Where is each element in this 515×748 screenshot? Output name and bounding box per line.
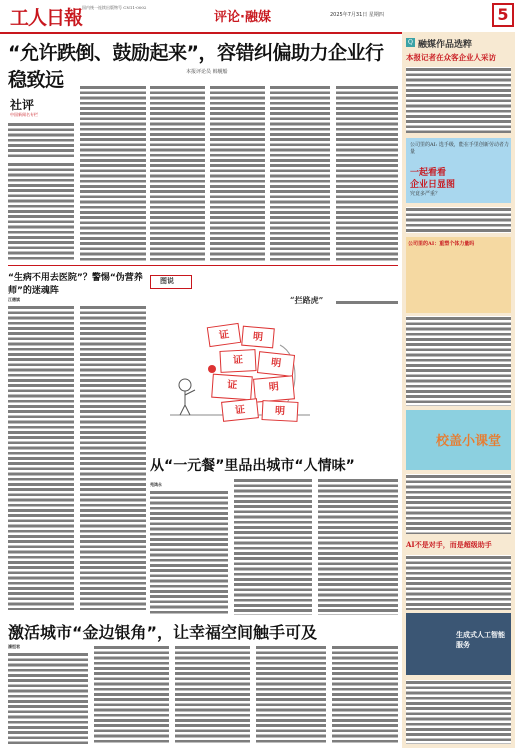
person-body — [180, 390, 195, 415]
right-panel-text1 — [406, 67, 511, 133]
article2-col3 — [318, 478, 398, 615]
card4-title: 生成式人工智能服务 — [456, 630, 505, 649]
doc-sign-8: 明 — [262, 400, 299, 422]
card3-headline: AI不是对手，而是超级助手 — [406, 540, 492, 549]
person-head — [179, 379, 191, 391]
article2-author: 苑鸿永 — [150, 482, 162, 487]
card3-big-title: 校盖小课堂 — [436, 434, 502, 449]
logo-subtitle: 国内统一连续出版物号 CN11-0002 — [82, 5, 147, 10]
column-title: 社评 — [10, 98, 35, 112]
right-panel-text2 — [406, 207, 511, 233]
section-title: 评论·融媒 — [214, 10, 271, 25]
article2-col2 — [234, 478, 312, 615]
card1-question: 究竟多严重？ — [410, 191, 441, 197]
main-article-col6 — [336, 85, 398, 262]
column-subtitle: 中国新闻名专栏 — [10, 112, 38, 117]
main-article-col3 — [150, 85, 205, 262]
cartoon-title: “拦路虎” — [290, 295, 324, 305]
article3-col3 — [175, 645, 250, 744]
article3-author: 潘恒君 — [8, 644, 20, 649]
article2-col1 — [150, 490, 228, 615]
sub-article-author: 江德斌 — [8, 297, 20, 302]
doc-sign-6: 明 — [253, 375, 295, 402]
media-card-2[interactable] — [406, 237, 511, 313]
media-icon: Q — [406, 38, 415, 47]
article3-col1 — [8, 652, 88, 744]
right-panel-title: 融媒作品选粹 — [418, 40, 473, 50]
card1-title2: 企业日显图 — [410, 180, 456, 190]
cartoon-illustration — [150, 305, 400, 425]
doc-sign-3: 证 — [219, 349, 256, 373]
right-panel-feature-title: 本报记者在众客企业人采访 — [406, 53, 496, 62]
main-article-col1 — [8, 162, 74, 262]
article3-col4 — [256, 645, 326, 744]
main-headline: “允许跌倒、鼓励起来”，容错纠偏助力企业行稳致远 — [8, 42, 384, 91]
main-byline: 本报评论员 韩舰船 — [186, 69, 228, 75]
sub-article-headline: “生病不用去医院”？警惕“伪营养师”的迷魂阵 — [8, 273, 143, 296]
doc-sign-1: 证 — [207, 323, 241, 347]
main-article-col4 — [210, 85, 265, 262]
main-article-col5 — [270, 85, 330, 262]
right-panel-text5 — [406, 555, 511, 610]
cartoon-tag: 图说 — [160, 277, 174, 285]
sub-article-col1 — [8, 305, 74, 610]
article3-col2 — [94, 645, 169, 744]
doc-sign-7: 证 — [221, 398, 259, 422]
sub-article-col2 — [80, 305, 146, 610]
issue-date: 2025年7月31日 星期四 — [330, 12, 384, 18]
newspaper-logo: 工人日報 — [10, 7, 83, 29]
card1-title: 一起看看 — [410, 168, 447, 178]
article3-headline: 激活城市“金边银角”，让幸福空间触手可及 — [8, 623, 318, 642]
column-intro-text — [8, 122, 74, 158]
doc-sign-5: 证 — [211, 374, 253, 401]
main-article-col2 — [80, 85, 146, 262]
red-ball — [208, 365, 216, 373]
right-panel-text3 — [406, 316, 511, 406]
card1-header: 公司里的AI: 选手级，能在手里创新劳动者力量 — [410, 142, 509, 155]
article3-col5 — [332, 645, 398, 744]
right-panel-text4 — [406, 474, 511, 534]
doc-sign-4: 明 — [257, 351, 295, 377]
article2-headline: 从“一元餐”里品出城市“人情味” — [150, 458, 355, 474]
section-divider — [8, 265, 398, 266]
doc-sign-2: 明 — [241, 326, 275, 349]
page-number: 5 — [492, 3, 514, 27]
card2-title: 公司里的AI：重塑个体力量吗 — [408, 241, 475, 247]
right-panel-text6 — [406, 680, 511, 744]
